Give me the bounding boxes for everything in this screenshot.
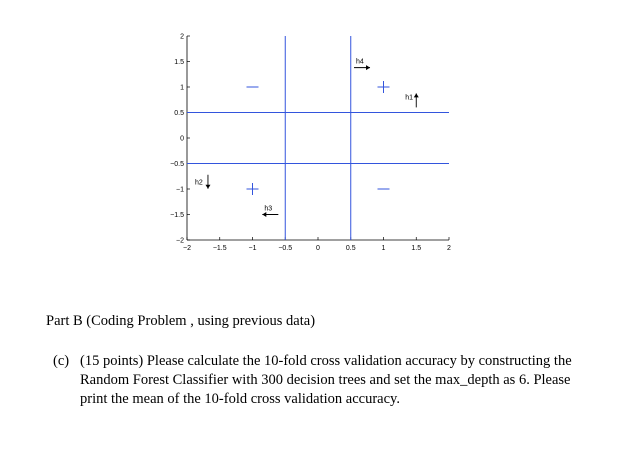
y-tick-label: 0 (180, 135, 184, 143)
section-title: Part B (Coding Problem , using previous data) (46, 313, 316, 329)
x-tick-label: 2 (447, 245, 451, 252)
x-tick-label: −1.5 (212, 245, 227, 252)
question-text: (15 points) Please calculate the 10-fold cross validation accuracy by constructing the Random Forest Classifier with 300 decision trees and set the max_depth as 6. Please print the mean of the 10-fold cross validation accuracy. (80, 353, 572, 407)
annotation-label: h1 (405, 94, 414, 102)
x-tick-label: −1 (248, 245, 257, 252)
annotation-label: h3 (264, 205, 273, 213)
x-tick-label: 1 (381, 245, 386, 252)
y-tick-label: 1.5 (174, 59, 184, 66)
plus-marker (378, 81, 390, 93)
plus-marker (247, 183, 259, 195)
y-tick-label: −2 (176, 237, 184, 245)
x-tick-label: −2 (183, 245, 191, 252)
annotation-arrowhead (262, 212, 266, 217)
annotation-label: h2 (194, 179, 203, 187)
question-c (53, 352, 593, 409)
y-tick-label: 2 (180, 33, 184, 41)
x-tick-label: 0 (316, 245, 320, 252)
y-tick-label: −1 (176, 186, 184, 194)
annotation-arrowhead (414, 93, 419, 97)
x-tick-label: 1.5 (411, 245, 422, 252)
annotation-label: h4 (356, 58, 364, 66)
y-tick-label: −0.5 (170, 161, 184, 168)
y-tick-label: −1.5 (170, 212, 184, 219)
annotation-arrowhead (366, 65, 370, 70)
y-tick-label: 1 (180, 84, 184, 92)
annotation-arrowhead (205, 185, 210, 189)
x-tick-label: 0.5 (345, 245, 356, 252)
x-tick-label: −0.5 (278, 245, 293, 252)
question-label: (c) (53, 353, 70, 369)
y-tick-label: 0.5 (174, 110, 184, 117)
